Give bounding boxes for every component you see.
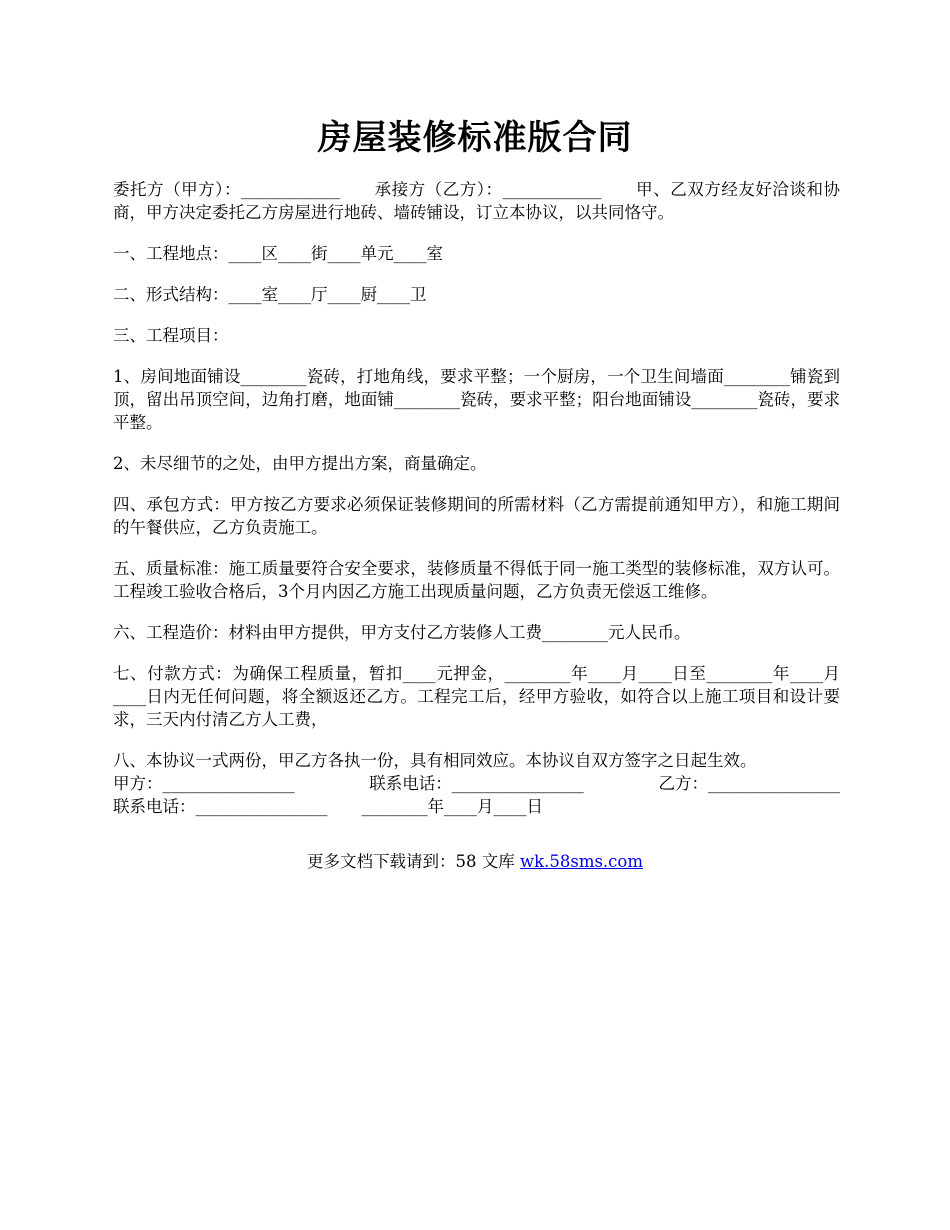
paragraph-item-1: 1、房间地面铺设________瓷砖，打地角线，要求平整；一个厨房，一个卫生间墙面________铺瓷到顶，留出吊顶空间，边角打磨，地面铺________瓷砖，要求平整；阳台地面铺设________瓷砖，要求平整。 [113, 367, 840, 432]
party-b-phone: 联系电话：________________ [113, 797, 328, 816]
footer-link[interactable]: wk.58sms.com [519, 852, 643, 871]
paragraph-validity: 八、本协议一式两份，甲乙方各执一份，具有相同效应。本协议自双方签字之日起生效。 [113, 751, 757, 770]
paragraph-item-2: 2、未尽细节的之处，由甲方提出方案，商量确定。 [113, 454, 487, 473]
signature-row-1 [113, 772, 840, 795]
paragraph-location: 一、工程地点：____区____街____单元____室 [113, 244, 443, 263]
paragraph-structure: 二、形式结构：____室____厅____厨____卫 [113, 285, 427, 304]
document-body [113, 178, 840, 818]
paragraph-quality: 五、质量标准：施工质量要符合安全要求，装修质量不得低于同一施工类型的装修标准，双方认可。工程竣工验收合格后，3个月内因乙方施工出现质量问题，乙方负责无偿返工维修。 [113, 559, 840, 601]
footer [0, 850, 950, 873]
paragraph-cost: 六、工程造价：材料由甲方提供，甲方支付乙方装修人工费________元人民币。 [113, 623, 691, 642]
paragraph-intro: 委托方（甲方）：____________ 承接方（乙方）：____________ 甲、乙双方经友好洽谈和协商，甲方决定委托乙方房屋进行地砖、墙砖铺设，订立本协议，以共同恪守。 [113, 180, 840, 222]
paragraph-payment: 七、付款方式：为确保工程质量，暂扣____元押金，________年____月____日至________年____月____日内无任何问题，将全额返还乙方。工程完工后，经甲方验收，如符合以上施工项目和设计要求，三天内付清乙方人工费， [113, 664, 840, 729]
signature-row-2 [113, 795, 840, 818]
party-a-phone: 联系电话：________________ [369, 774, 584, 793]
footer-text: 更多文档下载请到：58 文库 [306, 852, 520, 871]
signature-date: ________年____月____日 [361, 797, 543, 816]
party-a-signature: 甲方：________________ [113, 774, 295, 793]
paragraph-items-heading: 三、工程项目： [113, 326, 229, 345]
party-b-signature: 乙方：________________ [658, 774, 840, 793]
paragraph-contract-mode: 四、承包方式：甲方按乙方要求必须保证装修期间的所需材料（乙方需提前通知甲方），和施工期间的午餐供应，乙方负责施工。 [113, 495, 840, 537]
document-title: 房屋装修标准版合同 [317, 118, 633, 158]
